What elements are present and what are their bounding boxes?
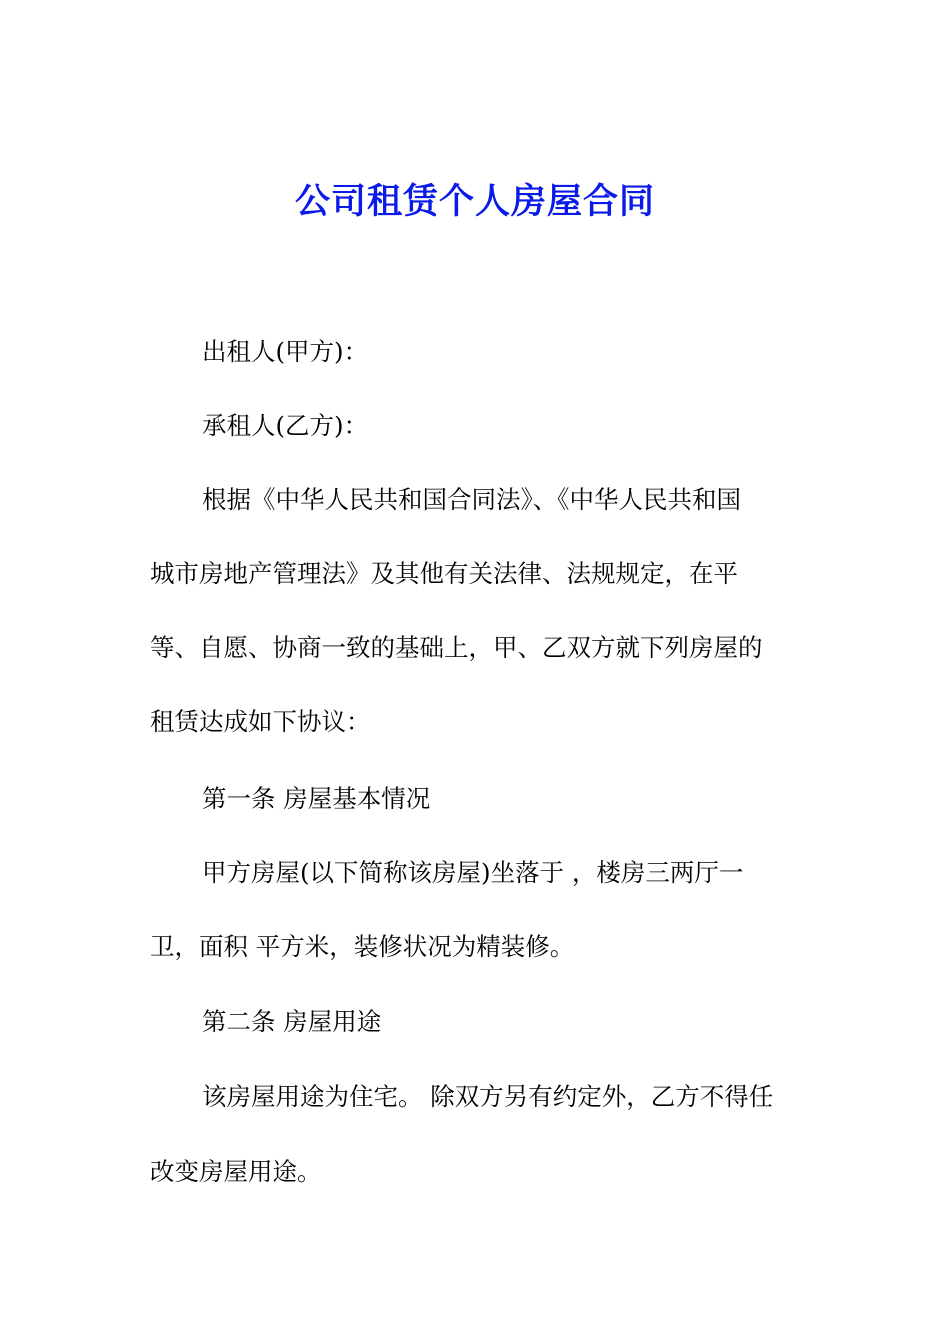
preamble-line-4: 租赁达成如下协议：: [150, 707, 371, 736]
article-1-line-1: 甲方房屋(以下简称该房屋)坐落于 ，楼房三两厅一: [202, 858, 744, 887]
lessor-line: 出租人(甲方)：: [202, 337, 369, 366]
article-2-heading: 第二条 房屋用途: [202, 1007, 382, 1036]
document-title: 公司租赁个人房屋合同: [294, 182, 655, 222]
article-2-line-1: 该房屋用途为住宅。 除双方另有约定外，乙方不得任: [202, 1082, 774, 1111]
lessee-line: 承租人(乙方)：: [202, 411, 369, 440]
article-1-line-2: 卫，面积 平方米，装修状况为精装修。: [150, 932, 575, 961]
preamble-line-1: 根据《中华人民共和国合同法》、《中华人民共和国: [202, 485, 741, 514]
preamble-line-2: 城市房地产管理法》及其他有关法律、法规规定，在平: [150, 559, 738, 588]
article-2-line-2: 改变房屋用途。: [150, 1157, 322, 1186]
preamble-line-3: 等、自愿、协商一致的基础上，甲、乙双方就下列房屋的: [150, 633, 763, 662]
article-1-heading: 第一条 房屋基本情况: [202, 784, 431, 813]
